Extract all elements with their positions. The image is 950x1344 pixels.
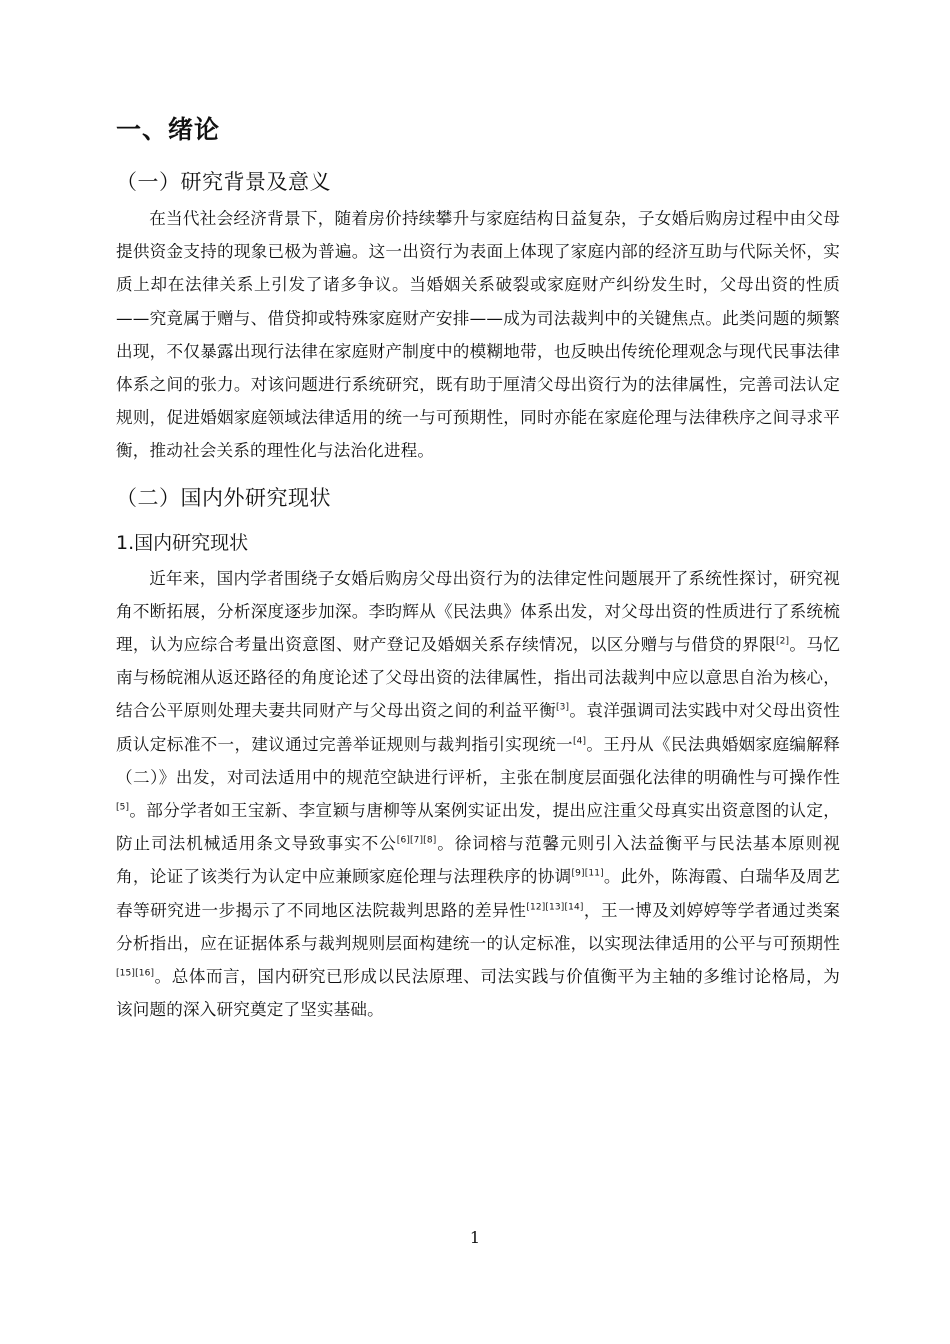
citation-ref: [4] (572, 736, 587, 747)
text-segment: 。此外，陈海霞、白瑞华及周艺春等研究进一步揭示了不同地区法院裁判思路的差异性 (116, 867, 840, 920)
citation-ref: [15][16] (116, 968, 155, 979)
citation-ref: [5] (116, 802, 130, 813)
citation-ref: [3] (556, 702, 570, 713)
text-segment: 。徐词榕与范馨元则引入法益衡平与民法基本原则视角，论证了该类行为认定中应兼顾家庭伦理与法理秩序的协调 (116, 834, 840, 887)
text-segment: 近年来，国内学者围绕子女婚后购房父母出资行为的法律定性问题展开了系统性探讨，研究视角不断拓展，分析深度逐步加深。李昀辉从《民法典》体系出发，对父母出资的性质进行了系统梳理，认为应综合考量出资意图、财产登记及婚姻关系存续情况，以区分赠与与借贷的界限 (116, 568, 840, 655)
text-segment: ，王一博及刘婷婷等学者通过类案分析指出，应在证据体系与裁判规则层面构建统一的认定标准，以实现法律适用的公平与可预期性 (116, 900, 840, 953)
citation-ref: [9][11] (571, 868, 604, 879)
text-segment: 。马忆南与杨皖湘从返还路径的角度论述了父母出资的法律属性，指出司法裁判中应以意思自治为核心，结合公平原则处理夫妻共同财产与父母出资之间的利益平衡 (116, 635, 840, 721)
subsection-heading-domestic: 1.国内研究现状 (116, 531, 249, 554)
page-content (116, 112, 840, 1026)
citation-ref: [2] (776, 636, 790, 647)
page-number: 1 (469, 1228, 481, 1247)
citation-ref: [12][13][14] (526, 902, 584, 913)
text-segment: 。王丹从《民法典婚姻家庭编解释（二）》出发，对司法适用中的规范空缺进行评析，主张在制度层面强化法律的明确性与可操作性 (116, 734, 840, 787)
citation-ref: [6][7][8] (396, 835, 437, 846)
section-heading-research-status: （二）国内外研究现状 (116, 485, 331, 510)
text-segment: 。袁洋强调司法实践中对父母出资性质认定标准不一，建议通过完善举证规则与裁判指引实现统一 (116, 701, 840, 754)
paragraph-domestic-research (116, 562, 840, 1027)
section-heading-background: （一）研究背景及意义 (116, 170, 331, 194)
text-segment: 。部分学者如王宝新、李宣颖与唐柳等从案例实证出发，提出应注重父母真实出资意图的认定，防止司法机械适用条文导致事实不公 (116, 801, 840, 854)
paragraph-background: 在当代社会经济背景下，随着房价持续攀升与家庭结构日益复杂，子女婚后购房过程中由父母提供资金支持的现象已极为普遍。这一出资行为表面上体现了家庭内部的经济互助与代际关怀，实质上却在法律关系上引发了诸多争议。当婚姻关系破裂或家庭财产纠纷发生时，父母出资的性质——究竟属于赠与、借贷抑或特殊家庭财产安排——成为司法裁判中的关键焦点。此类问题的频繁出现，不仅暴露出现行法律在家庭财产制度中的模糊地带，也反映出传统伦理观念与现代民事法律体系之间的张力。对该问题进行系统研究，既有助于厘清父母出资行为的法律属性，完善司法认定规则，促进婚姻家庭领域法律适用的统一与可预期性，同时亦能在家庭伦理与法律秩序之间寻求平衡，推动社会关系的理性化与法治化进程。 (116, 209, 840, 461)
chapter-title: 一、绪论 (116, 115, 221, 144)
text-segment: 。总体而言，国内研究已形成以民法原理、司法实践与价值衡平为主轴的多维讨论格局，为该问题的深入研究奠定了坚实基础。 (116, 967, 840, 1020)
